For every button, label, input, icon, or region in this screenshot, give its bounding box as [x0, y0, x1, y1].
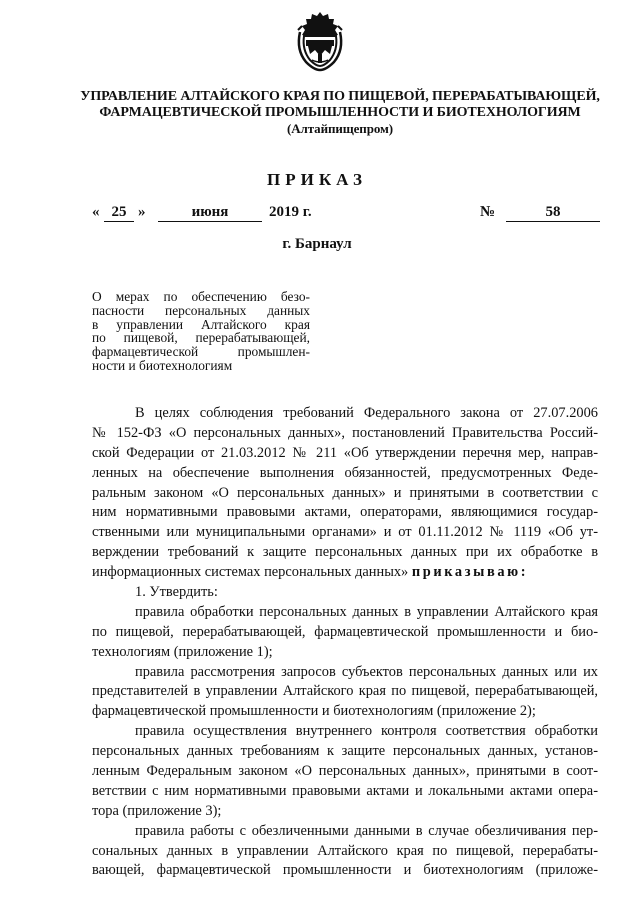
- item-1-heading: 1. Утвердить:: [135, 584, 218, 601]
- rule-4-line: сональных данных в управлении Алтайского края по пищевой, перерабаты-: [92, 842, 598, 859]
- subject-line: фармацевтической промышлен-: [92, 344, 310, 360]
- body-line: ской Федерации от 21.03.2012 № 211 «Об утверждении перечня мер, направ-: [92, 444, 598, 461]
- subject-line: в управлении Алтайского края: [92, 316, 310, 332]
- rule-1-line: технологиям (приложение 1);: [92, 643, 273, 660]
- rule-4-line: правила работы с обезличенными данными в случае обезличивания пер-: [135, 822, 598, 839]
- body-line: В целях соблюдения требований Федерального закона от 27.07.2006: [135, 405, 598, 421]
- body-line: ленных на обеспечение выполнения обязанностей, предусмотренных Феде-: [92, 464, 598, 481]
- date-day: 25: [104, 204, 134, 222]
- body-line: ральным законом «О персональных данных» и принятыми в соответствии с: [92, 484, 598, 501]
- subject-line: по пищевой, перерабатывающей,: [92, 330, 310, 346]
- body-line: ственными или муниципальными органами» и от 01.11.2012 № 1119 «Об ут-: [92, 524, 598, 541]
- city-line: г. Барнаул: [282, 236, 352, 252]
- rule-2-line: фармацевтической промышленности и биотехнологиям (приложение 2);: [92, 703, 536, 720]
- org-name-line-2: ФАРМАЦЕВТИЧЕСКОЙ ПРОМЫШЛЕННОСТИ И БИОТЕХНОЛОГИЯМ: [99, 105, 581, 120]
- rule-1-line: правила обработки персональных данных в управлении Алтайского края: [135, 603, 598, 620]
- rule-1-line: по пищевой, перерабатывающей, фармацевтической промышленности и био-: [92, 623, 598, 640]
- prikazyvayu-word: приказываю:: [411, 564, 529, 581]
- subject-line: пасности персональных данных: [92, 302, 310, 318]
- date-open-quote: «: [92, 204, 100, 220]
- subject-line: О мерах по обеспечению безо-: [92, 289, 310, 304]
- body-line-final: [92, 563, 598, 583]
- subject-line: ности и биотехнологиям: [92, 357, 233, 373]
- rule-3-line: ленным Федеральным законом «О персональных данных», принятыми в соот-: [92, 763, 598, 780]
- number-label: №: [480, 204, 496, 220]
- order-body: [92, 404, 598, 881]
- org-short-name: (Алтайпищепром): [287, 121, 393, 136]
- date-year: 2019 г.: [269, 204, 312, 220]
- body-line: № 152-ФЗ «О персональных данных», постановлений Правительства Россий-: [92, 424, 598, 441]
- rule-3-line: персональных данных требованиям к защите персональных данных, установ-: [92, 743, 598, 760]
- rule-3-line: ветствии с ним нормативными правовыми актами и локальными актами опера-: [92, 782, 598, 799]
- order-subject: [92, 290, 310, 373]
- rule-4-line: вающей, фармацевтической промышленности и биотехнологиям (приложе-: [92, 862, 598, 879]
- rule-3-line: тора (приложение 3);: [92, 802, 222, 819]
- document-title: ПРИКАЗ: [267, 170, 367, 189]
- date-month: июня: [158, 204, 262, 222]
- body-line: верждении требований к защите персональных данных при их обработке в: [92, 544, 598, 561]
- rule-2-line: правила рассмотрения запросов субъектов персональных данных или их: [135, 663, 598, 680]
- body-line-text: информационных системах персональных данных»: [92, 564, 409, 581]
- rule-3-line: правила осуществления внутреннего контроля соответствия обработки: [135, 723, 598, 740]
- rule-2-line: представителей в управлении Алтайского края по пищевой, перерабатывающей,: [92, 683, 598, 700]
- date-close-quote: »: [138, 204, 146, 220]
- date-number-line: [92, 204, 612, 224]
- altai-coat-of-arms-icon: [292, 10, 348, 72]
- body-line: ним нормативными правовыми актами, операторами, являющимися государ-: [92, 504, 598, 521]
- order-number: 58: [506, 204, 600, 222]
- org-name-line-1: УПРАВЛЕНИЕ АЛТАЙСКОГО КРАЯ ПО ПИЩЕВОЙ, ПЕРЕРАБАТЫВАЮЩЕЙ,: [80, 89, 600, 104]
